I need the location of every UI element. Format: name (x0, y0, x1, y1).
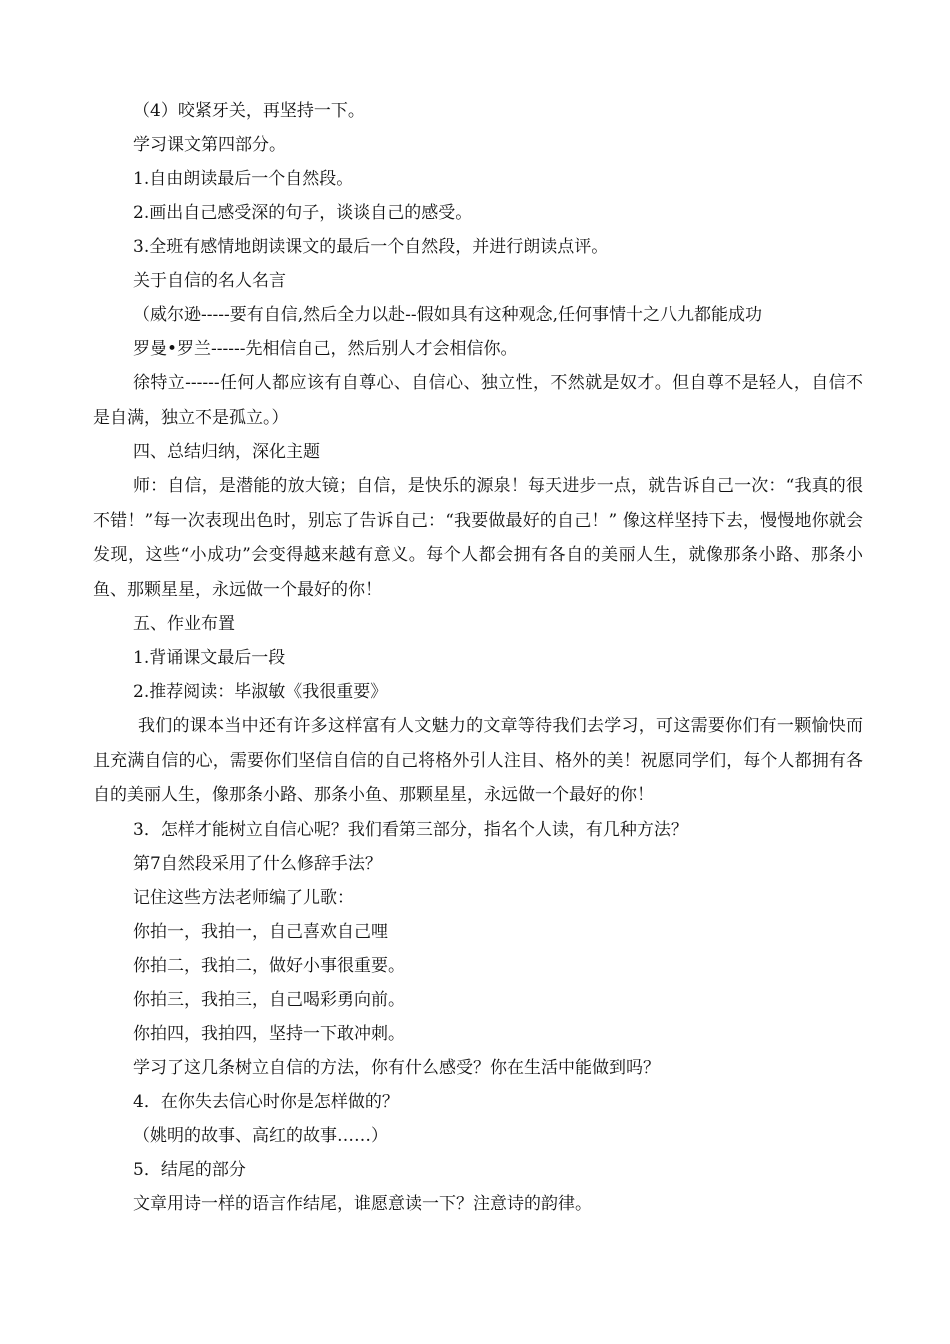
teacher-paragraph: 师：自信，是潜能的放大镜；自信，是快乐的源泉！每天进步一点，就告诉自己一次：“我真的很不错！”每一次表现出色时，别忘了告诉自己：“我要做最好的自己！” 像这样坚持下去，慢慢地你就会发现，这些“小成功”会变得越来越有意义。每个人都会拥有各自的美丽人生，就像那条小路、那条小鱼、那颗星星，永远做一个最好的你！ (93, 476, 863, 600)
quote-wilson: （威尔逊-----要有自信,然后全力以赴--假如具有这种观念,任何事情十之八九都能成功 (133, 305, 763, 325)
quotes-heading: 关于自信的名人名言 (133, 271, 286, 291)
text-line: 1.自由朗读最后一个自然段。 (133, 169, 354, 189)
homework-item: 1.背诵课文最后一段 (133, 648, 286, 668)
text-line: 学习课文第四部分。 (133, 135, 286, 155)
chant-line: 你拍二，我拍二，做好小事很重要。 (133, 955, 405, 976)
text-line: 3.全班有感情地朗读课文的最后一个自然段，并进行朗读点评。 (133, 237, 609, 257)
text-line: 2.画出自己感受深的句子，谈谈自己的感受。 (133, 203, 473, 223)
chant-line: 你拍四，我拍四，坚持一下敢冲刺。 (133, 1023, 405, 1044)
text-line: （姚明的故事、高红的故事……） (133, 1125, 388, 1146)
closing-paragraph: 我们的课本当中还有许多这样富有人文魅力的文章等待我们去学习，可这需要你们有一颗愉快而且充满自信的心，需要你们坚信自信的自己将格外引人注目、格外的美！祝愿同学们，每个人都拥有各自的美丽人生，像那条小路、那条小鱼、那颗星星，永远做一个最好的你！ (93, 716, 863, 805)
text-line: （4）咬紧牙关，再坚持一下。 (133, 101, 365, 121)
text-line: 记住这些方法老师编了儿歌： (133, 887, 354, 908)
text-line: 文章用诗一样的语言作结尾，谁愿意读一下？注意诗的韵律。 (133, 1193, 592, 1214)
text-line: 第7自然段采用了什么修辞手法？ (133, 853, 382, 874)
text-line: 学习了这几条树立自信的方法，你有什么感受？你在生活中能做到吗？ (133, 1057, 660, 1078)
quote-xu-teli: 徐特立------任何人都应该有自尊心、自信心、独立性，不然就是奴才。但自尊不是轻人，自信不是自满，独立不是孤立。） (93, 373, 863, 428)
section-heading: 四、总结归纳，深化主题 (133, 442, 320, 462)
homework-item: 2.推荐阅读：毕淑敏《我很重要》 (133, 682, 388, 702)
chant-line: 你拍一，我拍一，自己喜欢自己哩 (133, 921, 388, 942)
quote-rolland: 罗曼•罗兰------先相信自己，然后别人才会相信你。 (133, 339, 518, 359)
chant-line: 你拍三，我拍三，自己喝彩勇向前。 (133, 989, 405, 1010)
section-heading: 五、作业布置 (133, 614, 235, 634)
document-page (93, 94, 863, 1221)
text-line: 5．结尾的部分 (133, 1159, 246, 1180)
text-line: 3．怎样才能树立自信心呢？我们看第三部分，指名个人读，有几种方法？ (133, 819, 688, 840)
text-line: 4．在你失去信心时你是怎样做的？ (133, 1091, 399, 1112)
